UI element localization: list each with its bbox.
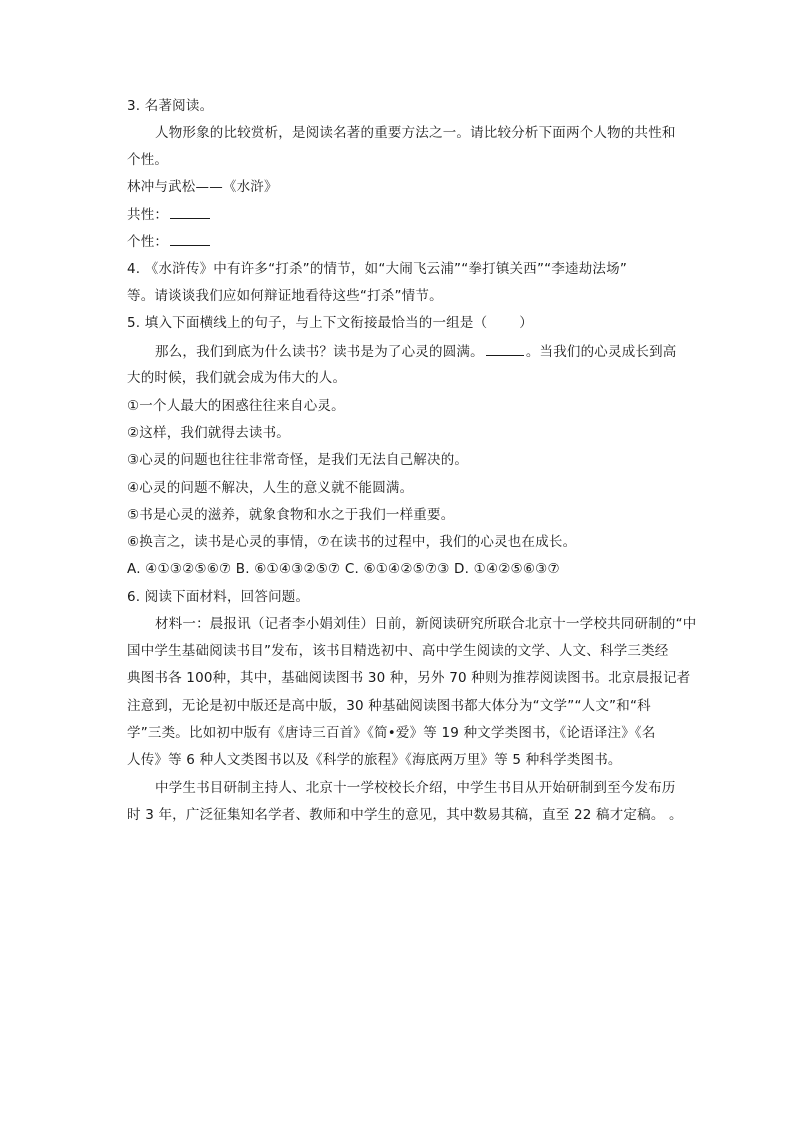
q5-item: ①一个人最大的困惑往往来自心灵。: [127, 398, 345, 414]
q5-title-row: [127, 313, 533, 333]
q5-item: ②这样，我们就得去读书。: [127, 425, 291, 441]
q5-item: ⑤书是心灵的滋养，就象食物和水之于我们一样重要。: [127, 507, 455, 523]
q6-para2-line: 时 3 年，广泛征集知名学者、教师和中学生的意见，其中数易其稿，直至 22 稿才定稿。 。: [127, 807, 683, 823]
q6-para2-line: 中学生书目研制主持人、北京十一学校校长介绍，中学生书目从开始研制到至今发布历: [155, 780, 676, 796]
q5-passage-blank[interactable]: [486, 341, 524, 356]
q3-individual-blank[interactable]: [170, 231, 210, 246]
q6-material-line: 学”三类。比如初中版有《唐诗三百首》《简•爱》等 19 种文学类图书，《论语译注》《名: [127, 725, 656, 741]
q6-title: 6. 阅读下面材料，回答问题。: [127, 589, 310, 605]
q3-title: 3. 名著阅读。: [127, 98, 214, 114]
q5-passage-b: 。当我们的心灵成长到高: [525, 344, 677, 360]
q6-material-line: 典图书各 100种，其中，基础阅读图书 30 种，另外 70 种则为推荐阅读图书。北京晨报记者: [127, 670, 691, 686]
q5-item: ⑥换言之，读书是心灵的事情，⑦在读书的过程中，我们的心灵也在成长。: [127, 534, 577, 550]
q3-common-label: 共性：: [127, 207, 169, 223]
q5-item: ③心灵的问题也往往非常奇怪，是我们无法自己解决的。: [127, 452, 469, 468]
q5-options: A. ④①③②⑤⑥⑦ B. ⑥①④③②⑤⑦ C. ⑥①④②⑤⑦③ D. ①④②⑤⑥③⑦: [127, 561, 560, 577]
q4-line1: 4. 《水浒传》中有许多“打杀”的情节，如“大闹飞云浦”“拳打镇关西”“李逵劫法场”: [127, 261, 628, 277]
q5-passage-line1: [155, 341, 677, 362]
q3-common-blank[interactable]: [170, 204, 210, 219]
q3-individual-label: 个性：: [127, 234, 169, 250]
q6-material-line: 人传》等 6 种人文类图书以及《科学的旅程》《海底两万里》等 5 种科学类图书。: [127, 752, 622, 768]
q3-character-pair: 林冲与武松——《水浒》: [127, 179, 278, 195]
q5-passage-line2: 大的时候，我们就会成为伟大的人。: [127, 370, 347, 386]
q3-individual-row: [127, 231, 212, 252]
q5-title-end: ）: [519, 315, 533, 331]
q3-intro-line2: 个性。: [127, 152, 169, 168]
q4-line2: 等。请谈谈我们应如何辩证地看待这些“打杀”情节。: [127, 288, 443, 304]
q5-passage-a: 那么，我们到底为什么读书？读书是为了心灵的圆满。: [155, 344, 484, 360]
q3-intro-line1: 人物形象的比较赏析，是阅读名著的重要方法之一。请比较分析下面两个人物的共性和: [155, 125, 676, 141]
q6-material-line: 国中学生基础阅读书目”发布，该书目精选初中、高中学生阅读的文学、人文、科学三类经: [127, 643, 669, 659]
q3-common-row: [127, 204, 212, 225]
q5-item: ④心灵的问题不解决，人生的意义就不能圆满。: [127, 480, 414, 496]
q5-title: 5. 填入下面横线上的句子，与上下文衔接最恰当的一组是（: [127, 315, 488, 331]
q6-material-line: 材料一：晨报讯（记者李小娟刘佳）日前，新阅读研究所联合北京十一学校共同研制的“中: [155, 616, 697, 632]
q6-material-line: 注意到，无论是初中版还是高中版，30 种基础阅读图书都大体分为“文学”“人文”和“科: [127, 698, 651, 714]
